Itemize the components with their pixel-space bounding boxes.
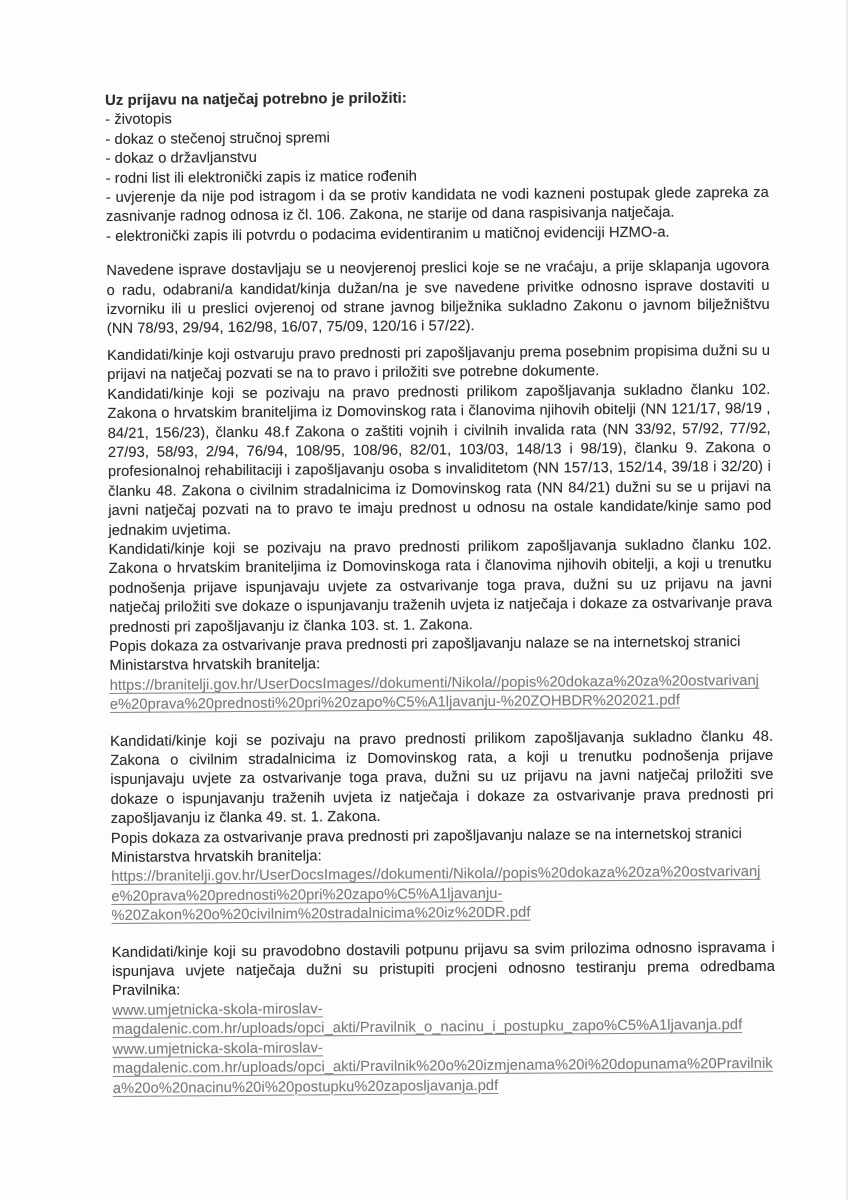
- url-line: magdalenic.com.hr/uploads/opci_akti/Pravilnik_o_nacinu_i_postupku_zapo%C5%A1ljavanja.pdf: [112, 1017, 743, 1039]
- url-line: https://branitelji.gov.hr/UserDocsImages//dokumenti/Nikola//popis%20dokaza%20za%20ostvarivanj: [109, 672, 760, 694]
- rulebook-link-amendments[interactable]: [112, 1035, 775, 1098]
- url-line: e%20prava%20prednosti%20pri%20zapo%C5%A1ljavanju-%20ZOHBDR%202021.pdf: [109, 692, 680, 714]
- attachment-list-item: - rodni list ili elektronički zapis iz matice rođenih: [105, 168, 417, 187]
- ministry-link-civilian-victims[interactable]: [111, 863, 774, 926]
- attachment-list: [105, 106, 769, 247]
- para-priority-article102-rights: Kandidati/kinje koji se pozivaju na pravo prednosti prilikom zapošljavanja sukladno članku 102. Zakona o hrvatskim braniteljima iz Domovinskog rata i članovima njihovih obitelji (NN 121/17, 98/19 , 84/21, 156/23), članku 48.f Zakona o zaštiti vojnih i civilnih invalida rata (NN 33/92, 57/92, 77/92, 27/93, 58/93, 2/94, 76/94, 108/95, 108/96, 82/01, 103/03, 148/13 i 98/19), članku 9. Zakona o profesionalnoj rehabilitaciji i zapošljavanju osoba s invaliditetom (NN 157/13, 152/14, 39/18 i 32/20) i članku 48. Zakona o civilnim stradalnicima iz Domovinskog rata (NN 84/21) dužni su se u prijavi na javni natječaj pozvati na to pravo te imaju prednost u odnosu na ostale kandidate/kinje samo pod jednakim uvjetima.: [107, 381, 772, 539]
- url-line: https://branitelji.gov.hr/UserDocsImages//dokumenti/Nikola//popis%20dokaza%20za%20ostvarivanj: [111, 864, 761, 886]
- url-line: e%20prava%20prednosti%20pri%20zapo%C5%A1ljavanju-: [111, 885, 503, 905]
- rulebook-link-main[interactable]: [112, 997, 775, 1041]
- para-document-submission: Navedene isprave dostavljaju se u neovjerenoj preslici koje se ne vraćaju, a prije sklapanja ugovora o radu, odabrani/a kandidat/kinja dužan/na je sve navedene privitke odnosno isprave dostaviti u izvorniku ili u preslici ovjerenoj od strane javnog bilježnika sukladno Zakonu o javnom bilježništvu (NN 78/93, 29/94, 162/98, 16/07, 75/09, 120/16 i 57/22).: [106, 258, 770, 338]
- para-priority-rights-intro: Kandidati/kinje koji ostvaruju pravo prednosti pri zapošljavanju prema posebnim propisima dužni su u prijavi na natječaj pozvati se na to pravo i priložiti sve potrebne dokumente.: [107, 342, 771, 384]
- attachment-list-item: - dokaz o stečenoj stručnoj spremi: [105, 130, 330, 148]
- attachment-list-item: - uvjerenje da nije pod istragom i da se protiv kandidata ne vodi kazneni postupak glede zapreka za zasnivanje radnog odnosa iz čl. 106. Zakona, ne starije od dana raspisivanja natječaja.: [105, 184, 769, 226]
- document-text-block: [105, 87, 776, 1099]
- para-testing-obligation: Kandidati/kinje koji su pravodobno dostavili potpunu prijavu sa svim prilozima odnosno ispravama i ispunjava uvjete natječaja dužni su pristupiti procjeni odnosno testiranju prema odredbama Pravilnika:: [111, 939, 775, 1000]
- requirements-heading: Uz prijavu na natječaj potrebno je priložiti:: [105, 90, 407, 109]
- url-line: www.umjetnicka-skola-miroslav-: [112, 1001, 323, 1019]
- url-line: magdalenic.com.hr/uploads/opci_akti/Pravilnik%20o%20izmjenama%20i%20dopunama%20Pravilnik: [112, 1055, 773, 1078]
- attachment-list-item: - dokaz o državljanstvu: [105, 150, 257, 168]
- priority-evidence-note-2: Popis dokaza za ostvarivanje prava prednosti pri zapošljavanju nalaze se na internetskoj stranici Ministarstva hrvatskih branitelja:: [110, 825, 742, 867]
- attachment-list-item: - elektronički zapis ili potvrdu o podacima evidentiranim u matičnoj evidenciji HZMO-a.: [106, 224, 670, 245]
- para-priority-article102-conditions: Kandidati/kinje koji se pozivaju na pravo prednosti prilikom zapošljavanja sukladno članku 102. Zakona o hrvatskim braniteljima iz Domovinskoga rata i članovima njihovih obitelji, a koji u trenutku podnošenja prijave ispunjavaju uvjete za ostvarivanje toga prava, dužni su uz prijavu na javni natječaj priložiti sve dokaze o ispunjavanju traženih uvjeta iz natječaja i dokaze za ostvarivanje prava prednosti pri zapošljavanju iz članka 103. st. 1. Zakona.: [108, 536, 773, 636]
- url-line: %20Zakon%20o%20civilnim%20stradalnicima%20iz%20DR.pdf: [111, 904, 531, 925]
- attachment-list-item: - životopis: [105, 111, 172, 129]
- priority-evidence-note: Popis dokaza za ostvarivanje prava prednosti pri zapošljavanju nalaze se na internetskoj stranici Ministarstva hrvatskih branitelja:: [109, 633, 741, 675]
- url-line: www.umjetnicka-skola-miroslav-: [112, 1040, 324, 1058]
- url-line: a%20o%20nacinu%20i%20postupku%20zaposljavanja.pdf: [112, 1077, 499, 1097]
- ministry-link-zohbdr[interactable]: [110, 672, 773, 716]
- para-priority-article48: Kandidati/kinje koji se pozivaju na pravo prednosti prilikom zapošljavanja sukladno članku 48. Zakona o civilnim stradalnicima iz Domovinskog rata, a koji u trenutku podnošenja prijave ispunjavaju uvjete za ostvarivanje toga prava, dužni su uz prijavu na javni natječaj priložiti sve dokaze o ispunjavanju traženih uvjeta iz natječaja i dokaze za ostvarivanje prava prednosti pri zapošljavanju iz članka 49. st. 1. Zakona.: [110, 728, 774, 828]
